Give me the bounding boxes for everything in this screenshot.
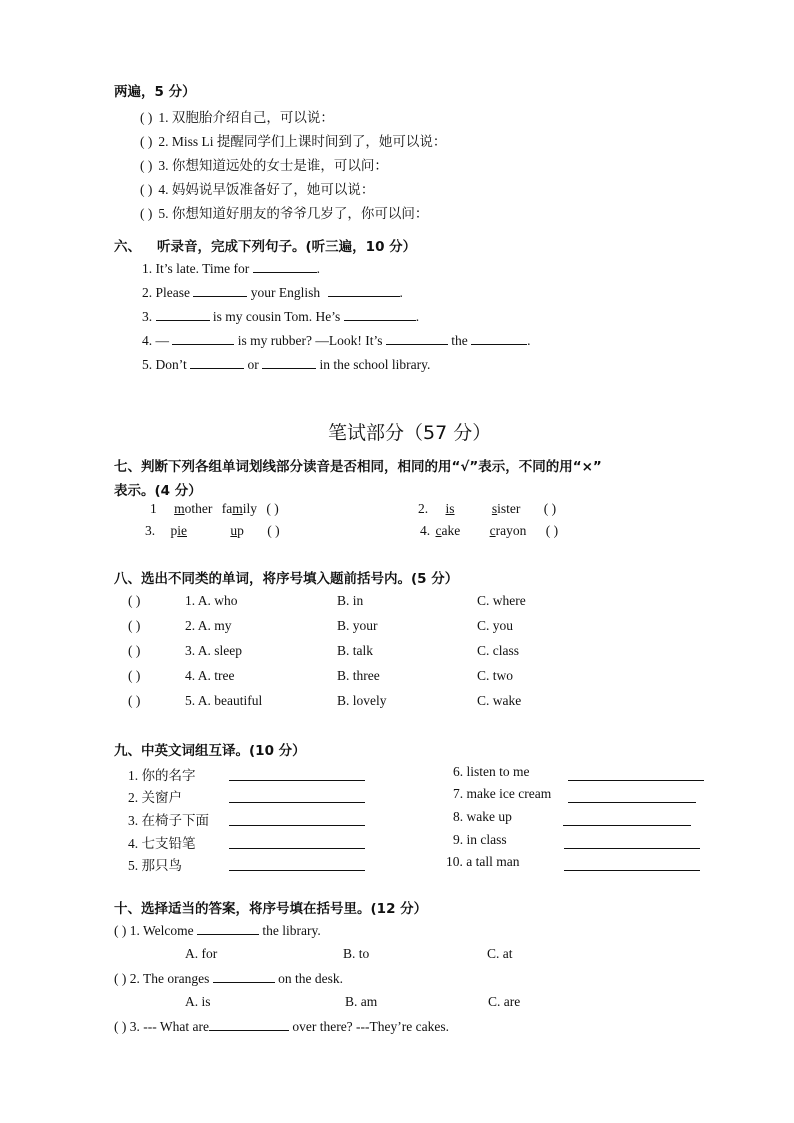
answer-line[interactable] [229,870,365,871]
section10-title: 十、选择适当的答案，将序号填在括号里。(12 分） [114,901,428,917]
sentence-text: 3. [142,309,153,324]
phonics-item-3 [145,523,280,539]
answer-paren[interactable]: ( ) [140,134,153,149]
section7-title-line2: 表示。(4 分） [114,483,202,499]
phrase-left: 1. 你的名字 [128,768,196,783]
section6-title [114,235,416,255]
answer-blank[interactable] [253,260,317,273]
sentence-text: 2. Please [142,285,190,300]
list-item [140,202,428,222]
item-number: 2. [418,501,429,516]
sentence-text: . [527,333,531,348]
item-text: 3. 你想知道远处的女士是谁，可以问： [158,158,388,173]
answer-paren[interactable]: ( ) [128,668,141,683]
item-text: 4. 妈妈说早饭准备好了，她可以说： [158,182,375,197]
phrase-right: 6. listen to me [453,764,530,779]
q2-option-a: A. is [185,994,211,1009]
answer-paren[interactable]: ( ) [545,523,559,538]
q1-option-a: A. for [185,946,218,961]
phrase-right: 10. a tall man [446,854,520,869]
answer-line[interactable] [568,802,696,803]
phrase-left: 5. 那只鸟 [128,858,182,873]
q2-option-c: C. are [488,994,521,1009]
option-c: C. class [477,643,519,658]
item-number: 3. [145,523,156,538]
sentence-text: the [451,333,468,348]
answer-line[interactable] [229,848,365,849]
answer-blank[interactable] [197,922,259,935]
sentence-4 [142,332,530,349]
list-item [140,178,374,198]
option-b: B. lovely [337,693,387,708]
answer-paren[interactable]: ( ) [140,158,153,173]
answer-paren[interactable]: ( ) [140,182,153,197]
sentence-text: . [399,285,403,300]
option-a: 1. A. who [185,593,238,608]
option-a: 5. A. beautiful [185,693,263,708]
phrase-left: 4. 七支铅笔 [128,836,196,851]
answer-paren[interactable]: ( ) [128,593,141,608]
word-1: is [445,501,455,516]
section-number: 六、 [114,239,141,255]
answer-paren[interactable]: ( ) [543,501,557,516]
word-2: sister [491,501,521,516]
question-text: over there? ---They’re cakes. [292,1019,449,1034]
answer-blank[interactable] [386,332,448,345]
phonics-item-1 [150,501,279,517]
section-header-tail: 两遍，5 分） [114,84,196,100]
word-1: pie [170,523,187,538]
option-b: B. your [337,618,378,633]
answer-paren[interactable]: ( ) [267,523,280,538]
section-title: 听录音，完成下列句子。(听三遍，10 分） [157,239,417,255]
answer-paren[interactable]: ( ) [128,618,141,633]
item-number: 4. [420,523,431,538]
answer-paren[interactable]: ( ) [128,643,141,658]
answer-blank[interactable] [190,356,244,369]
answer-blank[interactable] [156,308,210,321]
answer-blank[interactable] [328,284,400,297]
answer-paren[interactable]: ( ) [114,971,127,986]
answer-blank[interactable] [471,332,527,345]
answer-blank[interactable] [262,356,316,369]
list-item [140,130,446,150]
item-text: 1. 双胞胎介绍自己，可以说： [158,110,334,125]
sentence-text: 5. Don’t [142,357,187,372]
phrase-right: 7. make ice cream [453,786,552,801]
answer-line[interactable] [564,870,700,871]
q2-option-b: B. am [345,994,378,1009]
section7-title-line1: 七、判断下列各组单词划线部分读音是否相同，相同的用“√”表示，不同的用“×” [114,459,602,475]
option-a: 3. A. sleep [185,643,242,658]
item-text: 2. Miss Li 提醒同学们上课时间到了，她可以说： [158,134,447,149]
answer-line[interactable] [229,802,365,803]
option-b: B. in [337,593,364,608]
word-1: cake [435,523,461,538]
phrase-left: 3. 在椅子下面 [128,813,209,828]
answer-line[interactable] [568,780,704,781]
option-a: 4. A. tree [185,668,235,683]
phrase-right: 8. wake up [453,809,512,824]
answer-line[interactable] [564,848,700,849]
phrase-right: 9. in class [453,832,507,847]
item-number: 1 [150,501,157,516]
answer-blank[interactable] [209,1018,289,1031]
option-a: 2. A. my [185,618,232,633]
word-2: family [221,501,258,516]
sentence-text: or [247,357,259,372]
answer-paren[interactable]: ( ) [140,110,153,125]
question-text: 3. --- What are [129,1019,209,1034]
question-2 [114,970,343,987]
sentence-5 [142,356,430,373]
sentence-text: is my cousin Tom. He’s [212,309,341,324]
phrase-left: 2. 关窗户 [128,790,182,805]
written-part-title: 笔试部分（57 分） [328,422,492,444]
word-1: mother [174,501,213,516]
item-text: 5. 你想知道好朋友的爷爷几岁了，你可以问： [158,206,429,221]
question-text: on the desk. [278,971,343,986]
answer-blank[interactable] [172,332,234,345]
sentence-text: . [316,261,320,276]
option-c: C. wake [477,693,522,708]
sentence-3 [142,308,419,325]
q1-option-c: C. at [487,946,513,961]
option-b: B. three [337,668,380,683]
answer-paren[interactable]: ( ) [266,501,279,516]
sentence-text: . [415,309,420,324]
word-2: crayon [489,523,527,538]
answer-line[interactable] [229,825,365,826]
answer-paren[interactable]: ( ) [140,206,153,221]
answer-blank[interactable] [213,970,275,983]
sentence-2 [142,284,403,301]
option-c: C. where [477,593,526,608]
option-b: B. talk [337,643,373,658]
sentence-text: 1. It’s late. Time for [142,261,250,276]
answer-line[interactable] [229,780,365,781]
answer-blank[interactable] [344,308,416,321]
q1-option-b: B. to [343,946,370,961]
word-2: up [230,523,244,538]
list-item [140,106,334,126]
question-text: 1. Welcome [129,923,194,938]
question-1 [114,922,321,939]
section9-title: 九、中英文词组互译。(10 分） [114,743,306,759]
list-item [140,154,388,174]
option-c: C. two [477,668,514,683]
question-text: 2. The oranges [129,971,210,986]
answer-line[interactable] [563,825,691,826]
option-c: C. you [477,618,514,633]
sentence-text: 4. — [142,333,169,348]
question-text: the library. [262,923,321,938]
answer-paren[interactable]: ( ) [128,693,141,708]
question-3 [114,1018,449,1035]
answer-blank[interactable] [193,284,247,297]
sentence-1 [142,260,320,277]
phonics-item-2 [418,501,556,517]
sentence-text: is my rubber? —Look! It’s [237,333,383,348]
sentence-text: in the school library. [319,357,431,372]
answer-paren[interactable]: ( ) [114,923,127,938]
section8-title: 八、选出不同类的单词，将序号填入题前括号内。(5 分） [114,571,459,587]
phonics-item-4 [420,523,558,539]
answer-paren[interactable]: ( ) [114,1019,127,1034]
sentence-text: your English [250,285,321,300]
